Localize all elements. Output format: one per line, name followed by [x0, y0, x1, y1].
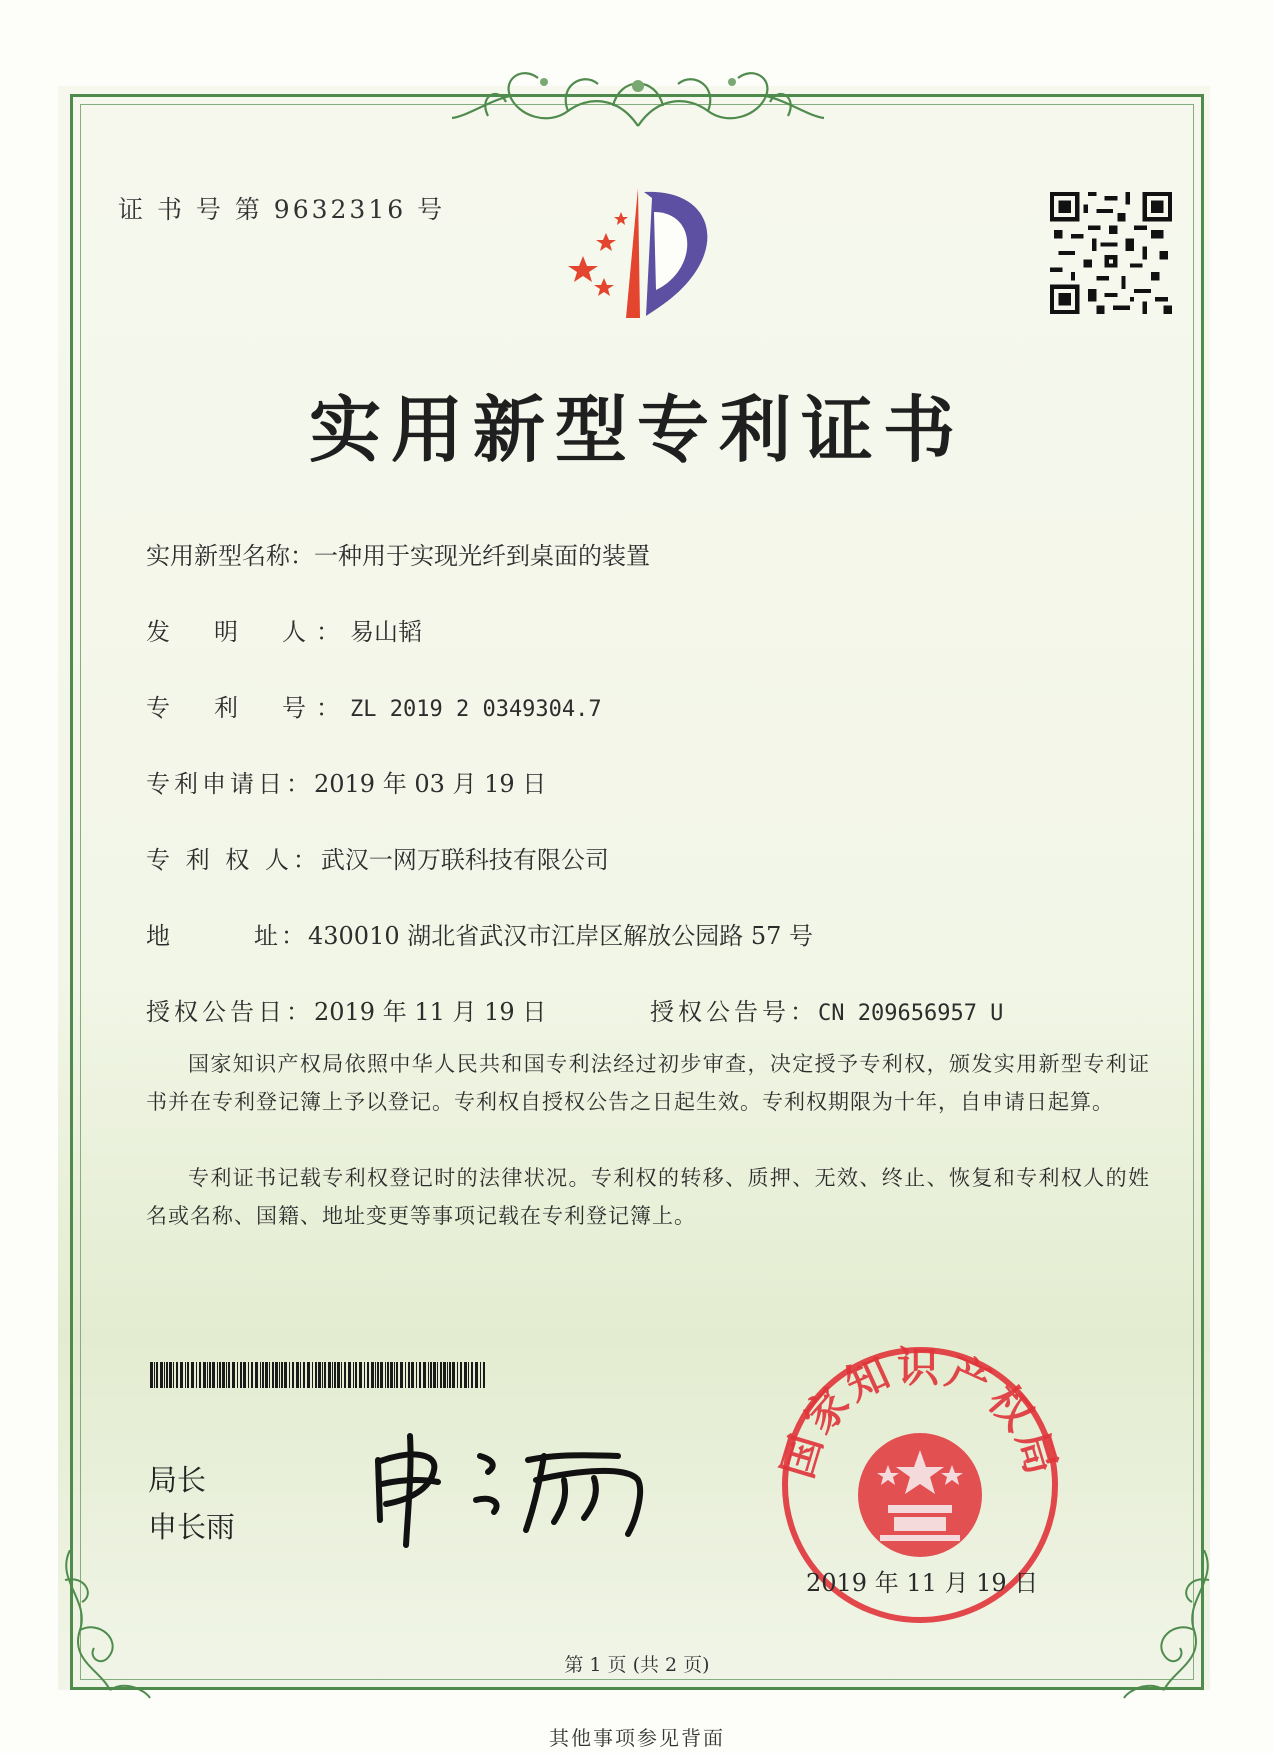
barcode-bar	[322, 1362, 323, 1388]
director-signature	[368, 1430, 658, 1550]
barcode-bar	[334, 1362, 336, 1388]
barcode-bar	[296, 1362, 299, 1388]
barcode-bar	[353, 1362, 354, 1388]
field-label: 地 址：	[146, 922, 308, 950]
barcode-bar	[207, 1362, 208, 1388]
barcode-bar	[222, 1362, 225, 1388]
field-label: 专 利 号：	[146, 694, 350, 722]
barcode-bar	[337, 1362, 340, 1388]
field-label: 实用新型名称：	[146, 542, 314, 570]
barcode-bar	[312, 1362, 313, 1388]
back-note: 其他事项参见背面	[549, 1726, 725, 1750]
barcode-bar	[156, 1362, 158, 1388]
director-title: 局长	[148, 1463, 207, 1497]
barcode-bar	[173, 1362, 174, 1388]
barcode-bar	[400, 1362, 403, 1388]
barcode-bar	[191, 1362, 194, 1388]
barcode-bar	[265, 1362, 268, 1388]
field-value: ZL 2019 2 0349304.7	[350, 697, 602, 722]
field-patentee	[146, 840, 609, 875]
barcode-bar	[176, 1362, 178, 1388]
barcode-bar	[196, 1362, 197, 1388]
barcode-bar	[440, 1362, 442, 1388]
field-label: 专 利 权 人：	[146, 846, 321, 874]
barcode-bar	[180, 1362, 183, 1388]
field-label: 授权公告日：	[146, 998, 314, 1026]
barcode-bar	[203, 1362, 206, 1388]
barcode-bar	[348, 1362, 351, 1388]
corner-ornament-icon	[1114, 1550, 1224, 1700]
barcode-bar	[447, 1362, 448, 1388]
barcode-bar	[437, 1362, 438, 1388]
barcode-bar	[154, 1362, 155, 1388]
barcode-bar	[248, 1362, 249, 1388]
barcode-bar	[449, 1362, 451, 1388]
field-address	[146, 916, 813, 951]
barcode-bar	[164, 1362, 165, 1388]
barcode-bar	[341, 1362, 342, 1388]
legal-paragraph-text: 国家知识产权局依照中华人民共和国专利法经过初步审查，决定授予专利权，颁发实用新型专利证书并在专利登记簿上予以登记。专利权自授权公告之日起生效。专利权期限为十年，自申请日起算。	[146, 1052, 1150, 1114]
barcode-bar	[281, 1362, 283, 1388]
barcode-bar	[272, 1362, 274, 1388]
field-application-date	[146, 764, 546, 799]
certificate-number: 证 书 号 第 9632316 号	[118, 195, 446, 224]
barcode-bar	[269, 1362, 270, 1388]
barcode-bar	[480, 1362, 481, 1388]
field-value: CN 209656957 U	[818, 1001, 1004, 1026]
barcode-bar	[275, 1362, 278, 1388]
legal-paragraph	[146, 1045, 1150, 1121]
top-ornament-icon	[448, 56, 828, 130]
barcode-bar	[219, 1362, 221, 1388]
barcode-bar	[471, 1362, 473, 1388]
barcode-bar	[212, 1362, 215, 1388]
barcode-bar	[385, 1362, 386, 1388]
barcode-bar	[185, 1362, 186, 1388]
field-inventor	[146, 612, 422, 647]
field-label: 专利申请日：	[146, 770, 314, 798]
field-value: 430010 湖北省武汉市江岸区解放公园路 57 号	[308, 922, 814, 950]
barcode-bar	[187, 1362, 189, 1388]
barcode-bar	[279, 1362, 280, 1388]
barcode-bar	[344, 1362, 346, 1388]
barcode-bar	[380, 1362, 383, 1388]
field-label: 发 明 人：	[146, 618, 350, 646]
corner-ornament-icon	[50, 1550, 160, 1700]
barcode-bar	[232, 1362, 235, 1388]
barcode-bar	[423, 1362, 426, 1388]
legal-paragraph-text: 专利证书记载专利权登记时的法律状况。专利权的转移、质押、无效、终止、恢复和专利权人的姓名或名称、国籍、地址变更等事项记载在专利登记簿上。	[146, 1166, 1150, 1228]
field-value: 2019 年 03 月 19 日	[314, 770, 547, 798]
barcode-bar	[457, 1362, 458, 1388]
barcode-bar	[433, 1362, 436, 1388]
barcode-bar	[292, 1362, 294, 1388]
barcode-bar	[324, 1362, 326, 1388]
field-grant-date	[146, 992, 546, 1027]
barcode-bar	[284, 1362, 287, 1388]
page-number: 第 1 页 (共 2 页)	[564, 1654, 710, 1676]
field-patent-number	[146, 688, 602, 723]
barcode-bar	[160, 1362, 163, 1388]
barcode-bar	[237, 1362, 238, 1388]
barcode-bar	[355, 1362, 357, 1388]
barcode-bar	[199, 1362, 201, 1388]
barcode-bar	[375, 1362, 376, 1388]
barcode-bar	[443, 1362, 446, 1388]
barcode-bar	[307, 1362, 310, 1388]
barcode-bar	[150, 1362, 153, 1388]
barcode-bar	[318, 1362, 321, 1388]
barcode-bar	[452, 1362, 455, 1388]
barcode-bar	[226, 1362, 227, 1388]
seal-text: 国家知识产权局	[772, 1345, 1068, 1484]
barcode-bar	[300, 1362, 301, 1388]
barcode-bar	[243, 1362, 246, 1388]
barcode-bar	[328, 1362, 331, 1388]
barcode-bar	[364, 1362, 365, 1388]
field-value: 易山韬	[350, 618, 422, 646]
barcode-bar	[464, 1362, 467, 1388]
barcode-bar	[255, 1362, 258, 1388]
barcode-bar	[217, 1362, 218, 1388]
field-value: 一种用于实现光纤到桌面的装置	[314, 542, 650, 570]
barcode-bar	[428, 1362, 429, 1388]
barcode-bar	[332, 1362, 333, 1388]
barcode-bar	[303, 1362, 305, 1388]
barcode-bar	[483, 1362, 485, 1388]
barcode-bar	[169, 1362, 172, 1388]
director-name: 申长雨	[148, 1510, 236, 1544]
barcode-bar	[390, 1362, 393, 1388]
qr-code	[1046, 192, 1176, 314]
barcode	[150, 1362, 486, 1388]
barcode-bar	[396, 1362, 398, 1388]
barcode-bar	[262, 1362, 264, 1388]
barcode-bar	[377, 1362, 379, 1388]
barcode-bar	[408, 1362, 410, 1388]
barcode-bar	[460, 1362, 462, 1388]
certificate-title: 实用新型专利证书	[308, 388, 965, 472]
barcode-bar	[419, 1362, 421, 1388]
field-value: 武汉一网万联科技有限公司	[320, 846, 609, 874]
barcode-bar	[240, 1362, 242, 1388]
issue-date: 2019 年 11 月 19 日	[806, 1569, 1039, 1597]
barcode-bar	[315, 1362, 317, 1388]
barcode-bar	[371, 1362, 374, 1388]
field-grant-number	[650, 992, 1003, 1027]
legal-paragraph	[146, 1159, 1150, 1235]
field-utility-model-name	[146, 536, 650, 571]
barcode-bar	[289, 1362, 290, 1388]
barcode-bar	[411, 1362, 414, 1388]
field-value: 2019 年 11 月 19 日	[314, 998, 547, 1026]
barcode-bar	[166, 1362, 168, 1388]
barcode-bar	[251, 1362, 253, 1388]
barcode-bar	[387, 1362, 389, 1388]
barcode-bar	[416, 1362, 417, 1388]
barcode-bar	[260, 1362, 261, 1388]
field-label: 授权公告号：	[650, 998, 818, 1026]
barcode-bar	[394, 1362, 395, 1388]
barcode-bar	[405, 1362, 406, 1388]
barcode-bar	[367, 1362, 369, 1388]
barcode-bar	[475, 1362, 478, 1388]
barcode-bar	[430, 1362, 432, 1388]
barcode-bar	[209, 1362, 211, 1388]
barcode-bar	[468, 1362, 469, 1388]
barcode-bar	[228, 1362, 230, 1388]
cnipa-logo-icon	[548, 178, 748, 328]
barcode-bar	[359, 1362, 362, 1388]
